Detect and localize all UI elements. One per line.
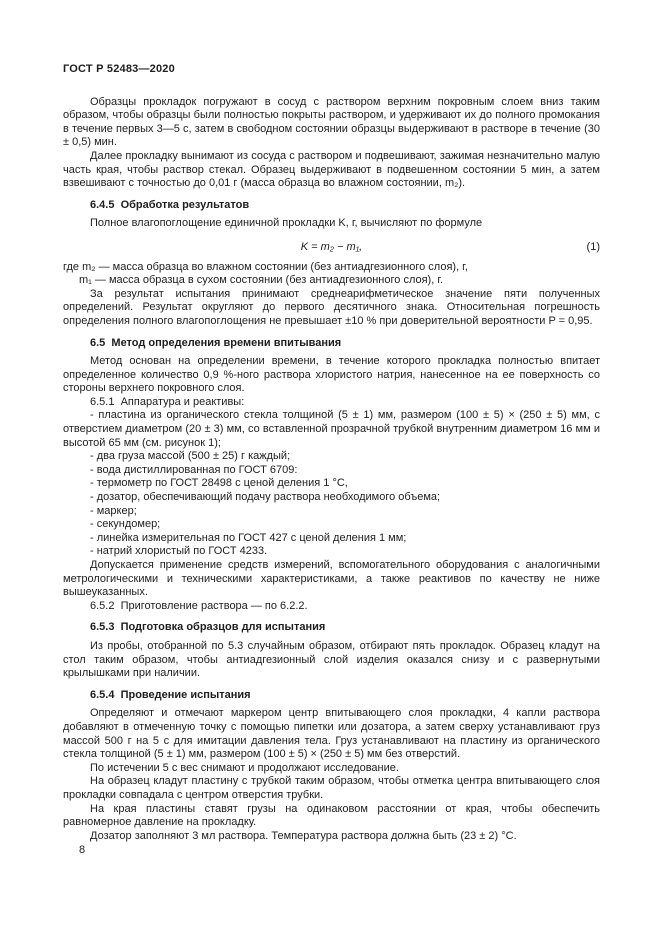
clause-6-5-2: 6.5.2 Приготовление раствора — по 6.2.2. <box>90 599 308 612</box>
list-item-marker: - маркер; <box>90 504 137 517</box>
paragraph-place-plate: На образец кладут пластину с трубкой таким образом, чтобы отметка центра впитывающего слоя прокладки совпадала с центром отверстия трубки. <box>63 775 600 801</box>
definition-m1: m₁ — масса образца в сухом состоянии (без антиадгезионного слоя), г. <box>79 274 444 287</box>
paragraph-result: За результат испытания принимают среднеарифметическое значение пяти полученных определений. Результат округляют до первого десятичного знака. Относительная погрешность определения полного влагопоглощения не превышает ±10 % при доверительной вероятности P = 0,95. <box>63 287 600 327</box>
paragraph-test-procedure: Определяют и отмечают маркером центр впитывающего слоя прокладки, 4 капли раствора добавляют в отмеченную точку с помощью пипетки или дозатора, а затем сверху устанавливают груз массой 500 г на 5 с для имитации давления тела. Груз устанавливают на пластину из органического стекла толщиной (5 ± 1) мм, размером (100 ± 5) × (250 ± 5) мм без отверстий. <box>63 707 600 761</box>
paragraph-remove-weight: По истечении 5 с вес снимают и продолжают исследование. <box>90 761 399 774</box>
clause-6-5-1-label: 6.5.1 Аппаратура и реактивы: <box>90 395 245 408</box>
heading-6-5: 6.5 Метод определения времени впитывания <box>90 336 342 349</box>
list-item-water: - вода дистиллированная по ГОСТ 6709: <box>90 463 298 476</box>
heading-6-4-5: 6.4.5 Обработка результатов <box>90 198 250 211</box>
formula-block <box>63 241 600 255</box>
heading-6-5-4: 6.5.4 Проведение испытания <box>90 688 251 701</box>
paragraph-immersion: Образцы прокладок погружают в сосуд с раствором верхним покровным слоем вниз таким образом, чтобы образцы были полностью покрыты раствором, и удерживают их до полного промокания в течение первых 3—5 с, затем в свободном состоянии образцы выдерживают в растворе в течение (30 ± 0,5) мин. <box>63 95 600 149</box>
list-item-sodium-chloride: - натрий хлористый по ГОСТ 4233. <box>90 545 268 558</box>
standard-designation: ГОСТ Р 52483—2020 <box>63 63 175 75</box>
page-number: 8 <box>79 844 86 856</box>
paragraph-formula-intro: Полное влагопоглощение единичной прокладки K, г, вычисляют по формуле <box>90 217 483 230</box>
list-item-weights: - два груза массой (500 ± 25) г каждый; <box>90 450 291 463</box>
paragraph-edge-weights: На края пластины ставят грузы на одинаковом расстоянии от края, чтобы обеспечить равномерное давление на прокладку. <box>63 802 600 829</box>
list-item-ruler: - линейка измерительная по ГОСТ 427 с ценой деления 1 мм; <box>90 531 407 544</box>
list-item-plate: - пластина из органического стекла толщиной (5 ± 1) мм, размером (100 ± 5) × (250 ± 5) мм, с отверстием диаметром (20 ± 3) мм, со вставленной прозрачной трубкой внутренним диаметром 16 мм и высотой 65 мм (см. рисунок 1); <box>63 409 600 449</box>
paragraph-sample-prep: Из пробы, отобранной по 5.3 случайным образом, отбирают пять прокладок. Образец кладут на стол таким образом, чтобы антиадгезионный слой изделия оказался снизу и с развернутыми крылышками при наличии. <box>63 639 600 680</box>
formula-number: (1) <box>586 240 600 253</box>
heading-6-5-3: 6.5.3 Подготовка образцов для испытания <box>90 621 326 634</box>
paragraph-weighing: Далее прокладку вынимают из сосуда с раствором и подвешивают, зажимая незначительно малую часть края, чтобы раствор стекал. Образец выдерживают в подвешенном состоянии 5 мин, а затем взвешивают с точностью до 0,01 г (масса образца во влажном состоянии, m₂). <box>63 149 600 190</box>
paragraph-dispenser-fill: Дозатор заполняют 3 мл раствора. Температура раствора должна быть (23 ± 2) °С. <box>90 829 517 842</box>
list-item-thermometer: - термометр по ГОСТ 28498 с ценой деления 1 °С, <box>90 477 348 490</box>
list-item-dispenser: - дозатор, обеспечивающий подачу раствора необходимого объема; <box>90 491 441 504</box>
paragraph-method: Метод основан на определении времени, в течение которого прокладка полностью впитает определенное количество 0,9 %-ного раствора хлористого натрия, нанесенное на ее поверхность со стороны верхнего покровного слоя. <box>63 355 600 395</box>
paragraph-allowance: Допускается применение средств измерений, вспомогательного оборудования с аналогичными метрологическими и техническими характеристиками, а также реактивов по качеству не ниже вышеуказанных. <box>63 559 600 599</box>
list-item-stopwatch: - секундомер; <box>90 518 161 531</box>
definition-m2: где m₂ — масса образца во влажном состоянии (без антиадгезионного слоя), г, <box>63 260 468 273</box>
text-column <box>63 63 600 843</box>
formula-expression: K = m₂ − m₁, <box>300 240 363 253</box>
